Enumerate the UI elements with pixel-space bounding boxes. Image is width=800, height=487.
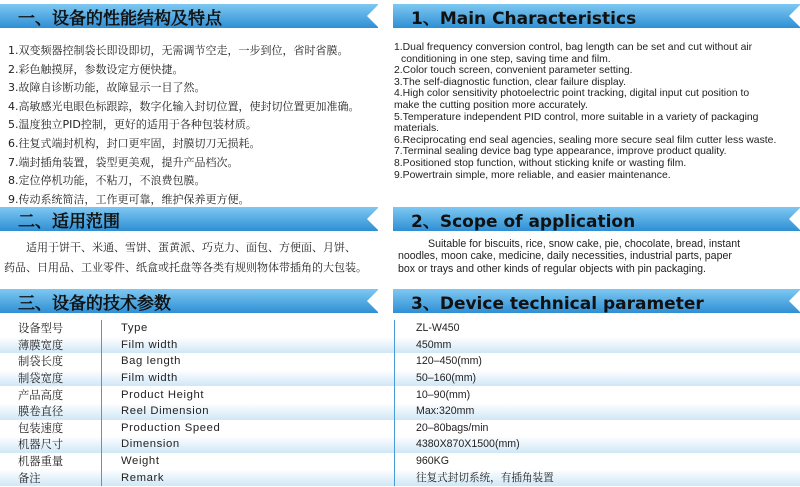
list-item: 5.温度独立PID控制，更好的适用于各种包装材质。 xyxy=(8,118,257,132)
cn-scope-text xyxy=(4,238,384,278)
cn-main-header xyxy=(0,4,378,28)
param-value: ZL-W450 xyxy=(416,322,460,335)
param-en: Weight xyxy=(121,455,160,468)
scope-line: box or trays and other kinds of regular objects with pin packaging. xyxy=(398,262,706,275)
scope-line: Suitable for biscuits, rice, snow cake, pie, chocolate, bread, instant xyxy=(428,238,741,250)
en-main-title: 1、Main Characteristics xyxy=(411,8,637,28)
param-value: 往复式封切系统，有插角装置 xyxy=(416,472,554,485)
en-scope-header xyxy=(393,207,800,231)
param-value: 4380X870X1500(mm) xyxy=(416,438,520,451)
en-feature-list xyxy=(394,42,798,181)
param-cn: 设备型号 xyxy=(18,322,64,336)
column-divider xyxy=(394,320,395,486)
param-cn: 机器重量 xyxy=(18,455,64,469)
param-en: Dimension xyxy=(121,438,180,451)
list-item: 3.故障自诊断功能，故障显示一目了然。 xyxy=(8,81,206,95)
cn-scope-header xyxy=(0,207,378,231)
param-cn: 薄膜宽度 xyxy=(18,338,64,352)
param-en: Type xyxy=(121,322,148,335)
list-item: 6.往复式端封机构，封口更牢固，封膜切刀无损耗。 xyxy=(8,136,261,150)
table-row xyxy=(0,337,800,354)
list-item: conditioning in one step, saving time and film. xyxy=(401,53,611,65)
list-item: 7.Terminal sealing device bag type appearance, improve product quality. xyxy=(394,146,727,158)
table-row xyxy=(0,320,800,337)
param-value: 120–450(mm) xyxy=(416,355,482,368)
list-item: 2.Color touch screen, convenient parameter setting. xyxy=(394,65,633,77)
cn-param-header xyxy=(0,289,378,313)
param-en: Film width xyxy=(121,338,178,351)
list-item: 6.Reciprocating end seal agencies, sealing more secure seal film cutter less waste. xyxy=(394,134,777,146)
list-item: 2.彩色触摸屏，参数设定方便快捷。 xyxy=(8,62,184,76)
list-item: 4.高敏感光电眼色标跟踪，数字化输入封切位置，使封切位置更加准确。 xyxy=(8,99,360,113)
en-param-title: 3、Device technical parameter xyxy=(411,293,704,313)
list-item: materials. xyxy=(394,123,440,135)
param-en: Remark xyxy=(121,471,165,484)
cn-main-title: 一、设备的性能结构及特点 xyxy=(18,8,222,28)
param-en: Reel Dimension xyxy=(121,405,210,418)
param-value: 10–90(mm) xyxy=(416,388,471,401)
param-cn: 备注 xyxy=(18,471,41,485)
list-item: 3.The self-diagnostic function, clear failure display. xyxy=(394,76,626,88)
list-item: 1.Dual frequency conversion control, bag length can be set and cut without air xyxy=(394,42,753,53)
en-param-header xyxy=(393,289,800,313)
param-en: Film width xyxy=(121,372,178,385)
scope-line: 药品、日用品、工业零件、纸盒或托盘等各类有规则物体带插角的大包装。 xyxy=(4,261,367,274)
param-value: 50–160(mm) xyxy=(416,372,477,385)
param-cn: 膜卷直径 xyxy=(18,405,64,419)
param-cn: 包装速度 xyxy=(18,421,64,435)
cn-scope-title: 二、适用范围 xyxy=(18,211,120,231)
list-item: 4.High color sensitivity photoelectric point tracking, digital input cut position to xyxy=(394,88,750,100)
table-row xyxy=(0,436,800,453)
table-row xyxy=(0,353,800,370)
param-value: 20–80bags/min xyxy=(416,421,489,434)
table-row xyxy=(0,403,800,420)
param-en: Production Speed xyxy=(121,421,221,434)
list-item: 9.传动系统简洁，工作更可靠，维护保养更方便。 xyxy=(8,192,250,206)
en-scope-title: 2、Scope of application xyxy=(411,211,636,231)
list-item: 8.定位停机功能，不粘刀，不浪费包膜。 xyxy=(8,174,206,188)
param-cn: 机器尺寸 xyxy=(18,438,64,452)
list-item: 5.Temperature independent PID control, more suitable in a variety of packaging xyxy=(394,111,759,123)
param-cn: 制袋宽度 xyxy=(18,372,64,386)
param-en: Product Height xyxy=(121,388,205,401)
table-row xyxy=(0,370,800,387)
param-en: Bag length xyxy=(121,355,182,368)
en-main-header xyxy=(393,4,800,28)
table-row xyxy=(0,420,800,437)
list-item: make the cutting position more accurately. xyxy=(394,99,588,111)
list-item: 9.Powertrain simple, more reliable, and easier maintenance. xyxy=(394,169,671,181)
param-cn: 制袋长度 xyxy=(18,355,64,369)
scope-line: noodles, moon cake, medicine, daily necessities, industrial parts, paper xyxy=(398,250,732,263)
scope-line: 适用于饼干、米通、雪饼、蛋黄派、巧克力、面包、方便面、月饼、 xyxy=(26,241,356,254)
list-item: 8.Positioned stop function, without sticking knife or wasting film. xyxy=(394,157,687,169)
param-value: Max:320mm xyxy=(416,405,475,418)
table-row xyxy=(0,453,800,470)
param-value: 450mm xyxy=(416,338,452,351)
table-row xyxy=(0,469,800,486)
cn-feature-list xyxy=(8,42,388,209)
table-row xyxy=(0,386,800,403)
param-value: 960KG xyxy=(416,455,449,468)
list-item: 1.双变频器控制袋长即设即切，无需调节空走，一步到位，省时省膜。 xyxy=(8,44,349,57)
list-item: 7.端封插角装置，袋型更美观，提升产品档次。 xyxy=(8,155,239,169)
param-cn: 产品高度 xyxy=(18,388,64,402)
cn-param-title: 三、设备的技术参数 xyxy=(18,293,171,313)
column-divider xyxy=(101,320,102,486)
en-scope-text xyxy=(398,238,798,275)
